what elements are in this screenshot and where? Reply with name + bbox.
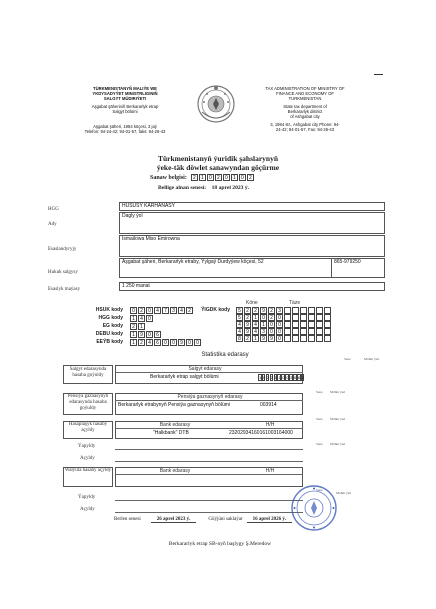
hgg-label: HGG [48, 207, 59, 212]
digit-cell: 0 [194, 339, 201, 346]
salgyt-motor-label: Möhür ýeri [330, 390, 346, 394]
digit-cell: 8 [297, 375, 301, 380]
empty-digit-cell [292, 314, 299, 321]
footer-dates [114, 517, 292, 523]
hgg-code-label: HGG kody [98, 315, 123, 321]
hasaplasyk-left-label: Hasaplaşyk hasaby açyldy [68, 422, 108, 433]
digit-cell: 0 [260, 314, 267, 321]
esaly-label: Esaslyk maýasy [48, 287, 81, 292]
digit-cell: 9 [260, 335, 267, 342]
walyuta-yapyldy-line [115, 500, 303, 501]
digit-cell: 4 [236, 328, 243, 335]
header-right-line4: State tax department of [283, 104, 327, 109]
ady-label: Ady [48, 222, 57, 227]
yigdk-empty-row [284, 328, 332, 335]
yigdk-row [236, 335, 284, 342]
digit-cell: 5 [236, 314, 243, 321]
title-line2: ýeke-täk döwlet sanawyndan göçürme [156, 163, 280, 172]
hasaplasyk-hh-value: 23202934160161003164000 [229, 430, 293, 436]
digit-cell: 1 [231, 174, 238, 181]
yigdk-empty-row [284, 314, 332, 321]
hasaplasyk-bank-label: Bank edarasy [159, 422, 191, 428]
header-left-line1: TÜRKMENISTANYŇ MALIÝE WE [93, 86, 157, 91]
empty-digit-cell [300, 328, 307, 335]
digit-cell: 6 [294, 375, 297, 380]
empty-digit-cell [300, 307, 307, 314]
digit-cell: 2 [268, 314, 275, 321]
yigdk-row [236, 307, 284, 314]
pensiya-left-label: Pensiýa gaznasynyň edarasynda hasaba goýuldy [67, 394, 109, 411]
walyuta-sene-label: Sene [316, 488, 323, 492]
empty-digit-cell [316, 321, 323, 328]
empty-digit-cell [324, 307, 331, 314]
digit-cell: 2 [266, 375, 270, 380]
esaslandyryjy-label: Esaslandyryjy [48, 247, 77, 252]
eg-digits [130, 323, 146, 330]
digit-cell: 1 [199, 174, 206, 181]
esaly-box [119, 282, 385, 291]
phone-value: 865-979250 [334, 259, 361, 265]
digit-cell: 0 [282, 375, 285, 380]
digit-cell: 9 [244, 321, 251, 328]
sanaw-label: Sanaw belgisi: [150, 174, 187, 181]
pensiya-sene-label: Sene [316, 417, 323, 421]
empty-digit-cell [292, 328, 299, 335]
empty-digit-cell [300, 314, 307, 321]
empty-digit-cell [324, 314, 331, 321]
footer-signature: Berkararlyk etrap SB-nyň başlygy Ş.Meredow [168, 541, 272, 547]
yigdk-empty-row [284, 335, 332, 342]
empty-digit-cell [284, 321, 291, 328]
header-right-line8: 24-42; 94-01-57, Fax: 94-26-43 [275, 127, 335, 132]
taze-label: Täze [289, 300, 301, 306]
hasaplasyk-yapyldy-line [115, 449, 303, 450]
empty-digit-cell [284, 335, 291, 342]
digit-cell: 4 [236, 321, 243, 328]
digit-cell: 5 [236, 307, 243, 314]
header-right [240, 86, 370, 132]
turkmenistan-emblem-icon [196, 82, 236, 126]
hukuk-value: Aşgabat şäheri, Berkararlyk etraby, Ýylgaý Durdyýew köçesi, 52 [122, 259, 264, 265]
hasaplasyk-yapyldy-label: Ýapyldy [78, 444, 96, 449]
salgyt-sene-label: Sene [316, 390, 323, 394]
digit-cell: 0 [146, 331, 153, 338]
hasaplasyk-acyldy-label: Açyldy [80, 456, 95, 461]
yigdk-row [236, 314, 284, 321]
empty-digit-cell [308, 335, 315, 342]
header-left-line3: SALGYT MÜDIRIÝETI [103, 96, 147, 101]
yigdk-empty-row [284, 321, 332, 328]
yigdk-empty-grid [284, 307, 332, 342]
belge-row [158, 185, 249, 191]
belge-label: Belligе alnan senesi: [158, 185, 207, 191]
digit-cell: 0 [186, 339, 193, 346]
digit-cell: 0 [286, 375, 289, 380]
empty-digit-cell [324, 328, 331, 335]
header-left-line4: Aşgabat şäheriniň Berkararlyk etrap [91, 104, 159, 109]
digit-cell: 9 [260, 307, 267, 314]
eeyb-label: EEÝB kody [96, 339, 123, 345]
digit-cell: 8 [236, 335, 243, 342]
hgg-code-digits [130, 315, 154, 322]
document-title [80, 154, 356, 172]
walyuta-yapyldy-label: Ýapyldy [78, 495, 96, 500]
ady-box [119, 212, 385, 234]
salgyt-divider [115, 372, 303, 373]
hukuk-label: Hukuk salgysy [48, 270, 78, 275]
esaslandyryjy-value: Ismailowa Miso Emirowna [122, 236, 180, 242]
digit-cell: 9 [138, 331, 145, 338]
belge-date: 18 aprel 2023 ý. [211, 185, 250, 191]
yigdk-empty-row [284, 307, 332, 314]
empty-digit-cell [316, 335, 323, 342]
esaly-value: 1 250 manat [122, 283, 150, 289]
yigdk-row [236, 328, 284, 335]
official-stamp-icon [290, 484, 338, 532]
digit-cell: 2 [130, 323, 137, 330]
digit-cell: 2 [244, 335, 251, 342]
walyuta-acyldy-label: Açyldy [80, 507, 95, 512]
salgyt-edara-value: Berkararlyk etrap salgyt bölümi [150, 374, 219, 380]
empty-digit-cell [324, 335, 331, 342]
empty-digit-cell [292, 335, 299, 342]
digit-cell: 1 [274, 375, 277, 380]
digit-cell: 2 [244, 314, 251, 321]
empty-digit-cell [300, 321, 307, 328]
pensiya-code: 003914 [260, 402, 277, 408]
digit-cell: 0 [130, 307, 137, 314]
corner-mark [374, 74, 383, 75]
digit-cell: 4 [154, 307, 161, 314]
empty-digit-cell [316, 328, 323, 335]
hasaplasyk-sene-label: Sene [316, 442, 323, 446]
hsuk-digits [130, 307, 194, 314]
digit-cell: 0 [276, 321, 283, 328]
digit-cell: 2 [191, 174, 198, 181]
digit-cell: 0 [276, 314, 283, 321]
digit-cell: 3 [276, 307, 283, 314]
digit-cell: 1 [138, 323, 145, 330]
guyc-value: 16 aprel 2026 ý. [247, 517, 293, 523]
pensiya-motor-label: Möhür ýeri [330, 417, 346, 421]
empty-digit-cell [292, 307, 299, 314]
empty-digit-cell [316, 314, 323, 321]
empty-digit-cell [324, 321, 331, 328]
pensiya-edara-label: Pensiýa gaznasynyň edarasy [177, 394, 243, 400]
digit-cell: 4 [252, 328, 259, 335]
digit-cell: 1 [260, 321, 267, 328]
title-line1: Türkmenistanyň ýuridik şahslarynyň [157, 154, 279, 163]
berlen-value: 26 aprel 2023 ý. [151, 517, 197, 523]
hsuk-label: HSUK kody [95, 307, 123, 313]
digit-cell: 4 [178, 307, 185, 314]
empty-digit-cell [300, 335, 307, 342]
digit-cell: 1 [278, 375, 281, 380]
digit-cell: 9 [268, 335, 275, 342]
stat-motor-label: Möhür ýeri [364, 357, 380, 361]
walyuta-acyldy-line [115, 512, 303, 513]
statistika-title: Statistika edarasy [201, 352, 249, 358]
digit-cell: 9 [244, 328, 251, 335]
pensiya-divider [115, 400, 303, 401]
digit-cell: 1 [252, 335, 259, 342]
digit-cell: 3 [290, 375, 293, 380]
digit-cell: 1 [130, 339, 137, 346]
digit-cell: 2 [138, 339, 145, 346]
digit-cell: 6 [154, 331, 161, 338]
empty-digit-cell [308, 307, 315, 314]
empty-digit-cell [284, 314, 291, 321]
salgyt-digits [258, 374, 305, 381]
digit-cell: 1 [259, 375, 262, 380]
empty-digit-cell [308, 328, 315, 335]
berlen-label: Berlen senesi [114, 517, 141, 522]
header-left-line5: Salgyt bölümi [112, 109, 138, 114]
digit-cell: 3 [170, 307, 177, 314]
empty-digit-cell [316, 307, 323, 314]
digit-cell: 0 [276, 328, 283, 335]
debu-label: DEBU kody [95, 331, 123, 337]
digit-cell: 0 [268, 321, 275, 328]
debu-digits [130, 331, 162, 338]
header-left-line6: Aşgabat şäheri, 1984 köçesi, 3 jaý [93, 124, 157, 129]
eg-label: EG kody [102, 323, 123, 329]
digit-cell: 0 [262, 375, 266, 380]
walyuta-divider [115, 474, 303, 475]
walyuta-bank-label: Bank edarasy [159, 468, 191, 474]
pensiya-edara-value: Berkararlyk etrabynyň Pensiýa gaznasynyň bölümi [118, 402, 230, 408]
eeyb-digits [130, 339, 202, 346]
sanaw-row [150, 174, 255, 181]
empty-digit-cell [284, 307, 291, 314]
sanaw-digits [191, 174, 255, 181]
digit-cell: 9 [178, 339, 185, 346]
digit-cell: 0 [170, 339, 177, 346]
digit-cell: 0 [146, 315, 153, 322]
yigdk-grid [236, 307, 284, 342]
hasaplasyk-acyldy-line [115, 461, 303, 462]
digit-cell: 2 [247, 174, 254, 181]
empty-digit-cell [308, 321, 315, 328]
digit-cell: 1 [130, 315, 137, 322]
header-left-line7: Telefon: 94-24-42; 94-01-57, faks: 94-26-43 [84, 129, 166, 134]
digit-cell: 7 [162, 307, 169, 314]
header-right-line3: TURKMENISTAN [288, 96, 322, 101]
walyuta-left-label: Walýuta hasaby açyldy [64, 468, 112, 473]
digit-cell: 2 [215, 174, 222, 181]
header-right-line6: of Ashgabat city [290, 114, 320, 119]
digit-cell: 1 [130, 331, 137, 338]
digit-cell: 2 [270, 375, 273, 380]
hasaplasyk-hh-label: H/H [265, 422, 275, 428]
digit-cell: 1 [252, 314, 259, 321]
digit-cell: 0 [268, 328, 275, 335]
header-left [60, 86, 190, 134]
digit-cell: 2 [252, 307, 259, 314]
empty-digit-cell [292, 321, 299, 328]
digit-cell: 2 [268, 307, 275, 314]
digit-cell: 2 [186, 307, 193, 314]
digit-cell: 0 [239, 174, 246, 181]
digit-cell: 0 [162, 339, 169, 346]
stat-sene-label: Sene [344, 357, 351, 361]
ady-value: Dagly ýol [122, 213, 143, 219]
header-right-line7: 3, 1984 str., Ashgabat city Phone: 94- [270, 122, 340, 127]
header-right-line5: Berkararlyk district [287, 109, 323, 114]
hasaplasyk-bank-value: "Halkbank" DTB [153, 430, 189, 436]
digit-cell: 0 [146, 307, 153, 314]
yigdk-row [236, 321, 284, 328]
header-left-line2: YKDYSADYÝET MINISTRLIGINIŇ [92, 91, 158, 96]
walyuta-hh-label: H/H [265, 468, 275, 474]
digit-cell: 4 [138, 315, 145, 322]
stamp-motor-label: Möhür ýeri [336, 491, 352, 495]
digit-cell: 6 [154, 339, 161, 346]
empty-digit-cell [308, 314, 315, 321]
header-right-line2: FINANCE AND ECONOMY OF [276, 91, 334, 96]
hasaplasyk-divider [115, 428, 303, 429]
digit-cell: 0 [207, 174, 214, 181]
kone-label: Köne [246, 300, 258, 306]
digit-cell: 3 [260, 328, 267, 335]
header-right-line1: TAX ADMINISTRATION OF MINISTRY OF [265, 86, 345, 91]
empty-digit-cell [284, 328, 291, 335]
yigdk-label: ÝIGDK kody [201, 307, 230, 313]
digit-cell: 4 [252, 321, 259, 328]
hasaplasyk-motor-label: Möhür ýeri [330, 442, 346, 446]
digit-cell: 4 [146, 339, 153, 346]
digit-cell: 2 [244, 307, 251, 314]
digit-cell: 0 [223, 174, 230, 181]
guyc-label: Güýjüni saklaýar [208, 517, 243, 522]
digit-cell: 2 [301, 375, 305, 380]
hgg-value: HUSUSY KÄRHANASY [122, 203, 175, 209]
digit-cell: 0 [276, 335, 283, 342]
salgyt-left-label: Salgyt edarasynda hasaba goýuldy [69, 367, 107, 378]
digit-cell: 2 [138, 307, 145, 314]
salgyt-edara-label: Salgyt edarasy [188, 366, 222, 372]
